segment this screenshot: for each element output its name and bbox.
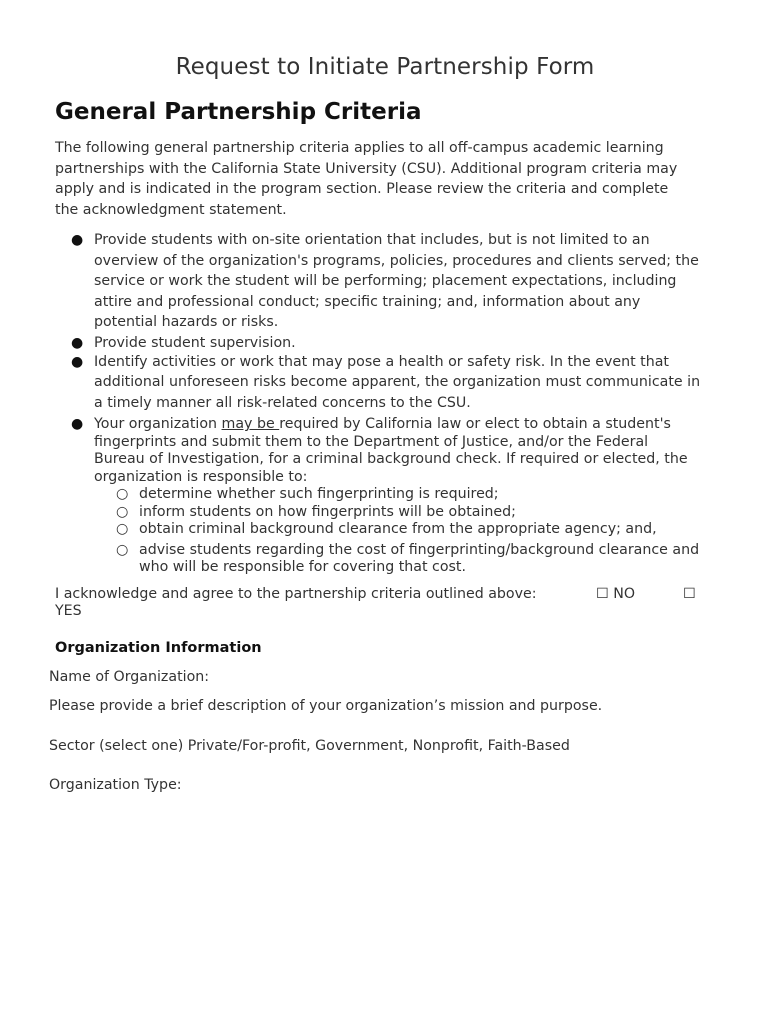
criteria-text: Your organization [94,416,222,432]
criteria-line [94,416,725,434]
criteria-line: organization is responsible to: [94,468,308,485]
responsibility-item [94,542,725,577]
bullet-icon: ● [71,416,84,432]
responsibility-text: advise students regarding the cost of fingerprinting/background clearance and [139,541,700,558]
criteria-line: Provide students with on-site orientation that includes, but is not limited to an [94,232,650,248]
organization-type-label: Organization Type: [49,777,182,793]
criteria-item-risk [55,352,725,414]
criteria-item-supervision [55,334,725,352]
responsibility-text: who will be responsible for covering that cost. [139,559,466,575]
page-title: Request to Initiate Partnership Form [175,54,595,80]
acknowledgment-statement: I acknowledge and agree to the partnership criteria outlined above: [55,586,537,602]
yes-checkbox[interactable]: ☐ [683,586,696,602]
no-label: NO [613,586,636,602]
intro-paragraph [55,138,725,220]
criteria-line: Bureau of Investigation, for a criminal background check. If required or elected, the [94,451,688,467]
bullet-icon: ● [71,232,84,248]
criteria-line: fingerprints and submit them to the Department of Justice, and/or the Federal [94,433,649,450]
responsibility-item [94,504,725,522]
criteria-line: overview of the organization's programs, policies, procedures and clients served; the [94,252,699,269]
yes-label: YES [55,603,82,619]
no-option[interactable] [596,586,635,603]
circle-bullet-icon: ○ [116,521,129,537]
organization-name-label: Name of Organization: [49,669,210,685]
criteria-line: service or work the student will be performing; placement expectations, including [94,273,677,289]
criteria-item-orientation [55,230,725,333]
responsibility-text: determine whether such fingerprinting is required; [139,486,499,502]
responsibility-item [94,521,725,539]
criteria-line: additional unforeseen risks become apparent, the organization must communicate in [94,374,701,390]
acknowledgment-row [55,586,715,620]
criteria-list [55,230,725,577]
responsibility-item [94,486,725,504]
intro-line: apply and is indicated in the program section. Please review the criteria and complete [55,181,669,197]
circle-bullet-icon: ○ [116,486,129,502]
organization-description-prompt: Please provide a brief description of your organization’s mission and purpose. [49,698,603,714]
circle-bullet-icon: ○ [116,541,129,558]
intro-line: The following general partnership criteria applies to all off-campus academic learning [55,140,664,156]
criteria-line: attire and professional conduct; specific training; and, information about any [94,293,641,310]
criteria-item-fingerprints [55,416,725,577]
circle-bullet-icon: ○ [116,503,129,520]
organization-heading: Organization Information [55,640,262,656]
intro-line: partnerships with the California State University (CSU). Additional program criteria may [55,160,678,177]
bullet-icon: ● [71,334,84,351]
criteria-line: Provide student supervision. [94,334,296,351]
criteria-text: required by California law or elect to obtain a student's [279,416,671,432]
criteria-line: a timely manner all risk-related concerns to the CSU. [94,394,471,411]
section-heading: General Partnership Criteria [55,99,422,125]
no-checkbox[interactable]: ☐ [596,586,609,602]
criteria-line: potential hazards or risks. [94,314,279,330]
intro-line: the acknowledgment statement. [55,201,287,218]
organization-sector-prompt: Sector (select one) Private/For-profit, Government, Nonprofit, Faith-Based [49,738,570,754]
underlined-text: may be [221,416,280,432]
responsibility-text: obtain criminal background clearance from the appropriate agency; and, [139,521,657,537]
responsibility-text: inform students on how fingerprints will be obtained; [139,503,516,520]
responsibility-list [94,486,725,577]
bullet-icon: ● [71,353,84,370]
criteria-line: Identify activities or work that may pose a health or safety risk. In the event that [94,353,669,370]
